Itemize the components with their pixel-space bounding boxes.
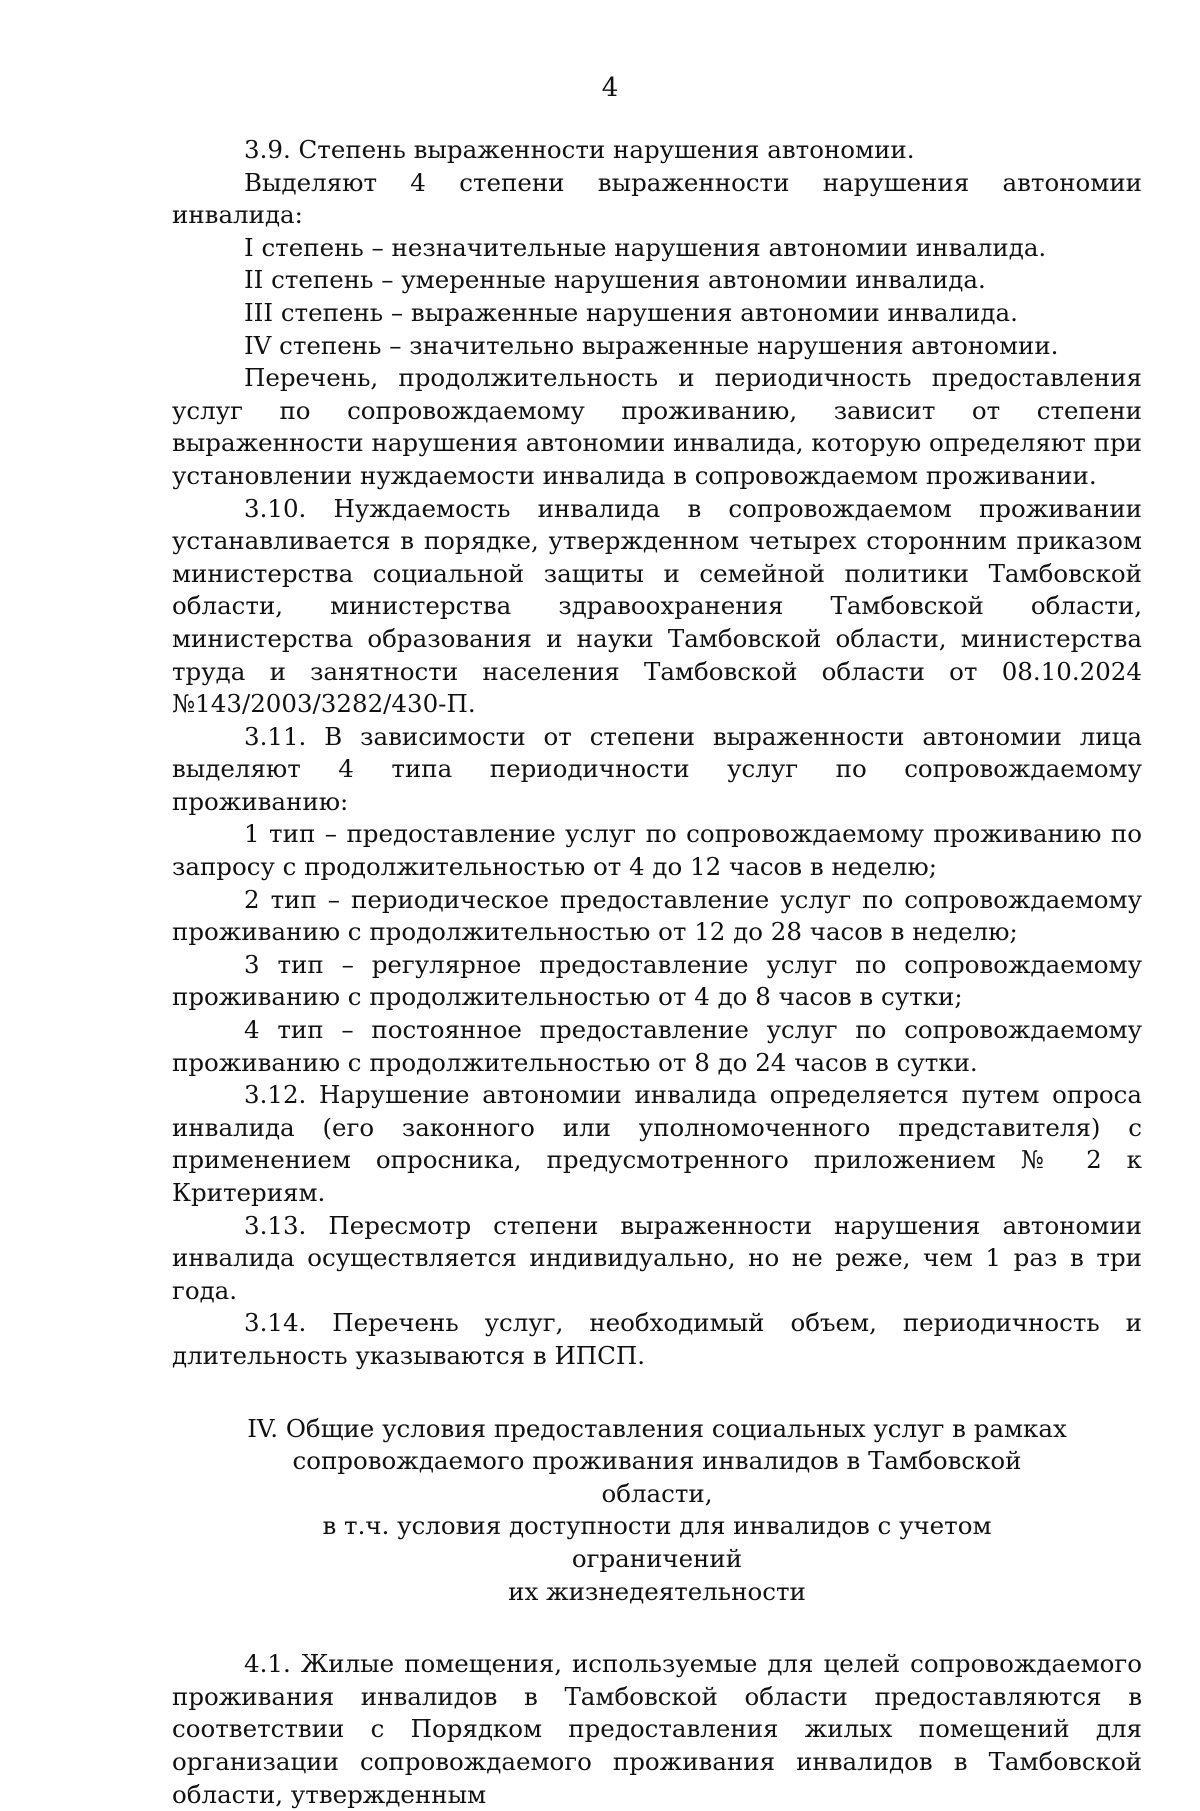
- paragraph-type-3: 3 тип – регулярное предоставление услуг по сопровождаемому проживанию с продолжительностью от 4 до 8 часов в сутки;: [172, 949, 1142, 1012]
- paragraph-type-1: 1 тип – предоставление услуг по сопровождаемому проживанию по запросу с продолжительностью от 4 до 12 часов в неделю;: [172, 819, 1142, 882]
- section-heading: [172, 1413, 1142, 1609]
- paragraph-degree-4: IV степень – значительно выраженные нарушения автономии.: [244, 330, 1059, 360]
- section-heading-line: IV. Общие условия предоставления социальных услуг в рамках: [247, 1413, 1067, 1443]
- paragraph-degree-3: III степень – выраженные нарушения автономии инвалида.: [244, 297, 1018, 327]
- section-heading-line: сопровождаемого проживания инвалидов в Тамбовской области,: [292, 1446, 1022, 1508]
- paragraph-3-11: 3.11. В зависимости от степени выраженности автономии лица выделяют 4 типа периодичности услуг по сопровождаемому проживанию:: [172, 721, 1142, 816]
- paragraph-3-13: 3.13. Пересмотр степени выраженности нарушения автономии инвалида осуществляется индивидуально, но не реже, чем 1 раз в три года.: [172, 1210, 1142, 1305]
- document-body: [172, 134, 1142, 1811]
- paragraph-type-4: 4 тип – постоянное предоставление услуг по сопровождаемому проживанию с продолжительностью от 8 до 24 часов в сутки.: [172, 1015, 1142, 1077]
- section-heading-line: их жизнедеятельности: [508, 1576, 806, 1606]
- page-number: 4: [601, 73, 619, 103]
- paragraph-3-14: 3.14. Перечень услуг, необходимый объем, периодичность и длительность указываются в ИПСП.: [172, 1308, 1142, 1370]
- paragraph-3-9: 3.9. Степень выраженности нарушения автономии.: [244, 135, 915, 164]
- paragraph-3-12: 3.12. Нарушение автономии инвалида определяется путем опроса инвалида (его законного или уполномоченного представителя) с применением опросника, предусмотренного приложением № 2 к Критериям.: [172, 1080, 1142, 1207]
- paragraph-type-2: 2 тип – периодическое предоставление услуг по сопровождаемому проживанию с продолжительностью от 12 до 28 часов в неделю;: [172, 884, 1142, 947]
- paragraph-4-1: 4.1. Жилые помещения, используемые для целей сопровождаемого проживания инвалидов в Тамбовской области предоставляются в соответствии с Порядком предоставления жилых помещений для организации сопровождаемого проживания инвалидов в Тамбовской области, утвержденным: [172, 1649, 1142, 1809]
- paragraph-degree-2: II степень – умеренные нарушения автономии инвалида.: [244, 265, 986, 295]
- section-heading-line: в т.ч. условия доступности для инвалидов с учетом ограничений: [322, 1511, 992, 1573]
- paragraph-degrees-intro: Выделяют 4 степени выраженности нарушения автономии инвалида:: [172, 167, 1142, 230]
- paragraph-3-10: 3.10. Нуждаемость инвалида в сопровождаемом проживании устанавливается в порядке, утвержденном четырех сторонним приказом министерства социальной защиты и семейной политики Тамбовской области, министерства здравоохранения Тамбовской области, министерства образования и науки Тамбовской области, министерства труда и занятности населения Тамбовской области от 08.10.2024 №143/2003/3282/430-П.: [172, 493, 1142, 719]
- paragraph-degree-1: I степень – незначительные нарушения автономии инвалида.: [244, 232, 1047, 262]
- paragraph-services-list: Перечень, продолжительность и периодичность предоставления услуг по сопровождаемому проживанию, зависит от степени выраженности нарушения автономии инвалида, которую определяют при установлении нуждаемости инвалида в сопровождаемом проживании.: [172, 363, 1142, 490]
